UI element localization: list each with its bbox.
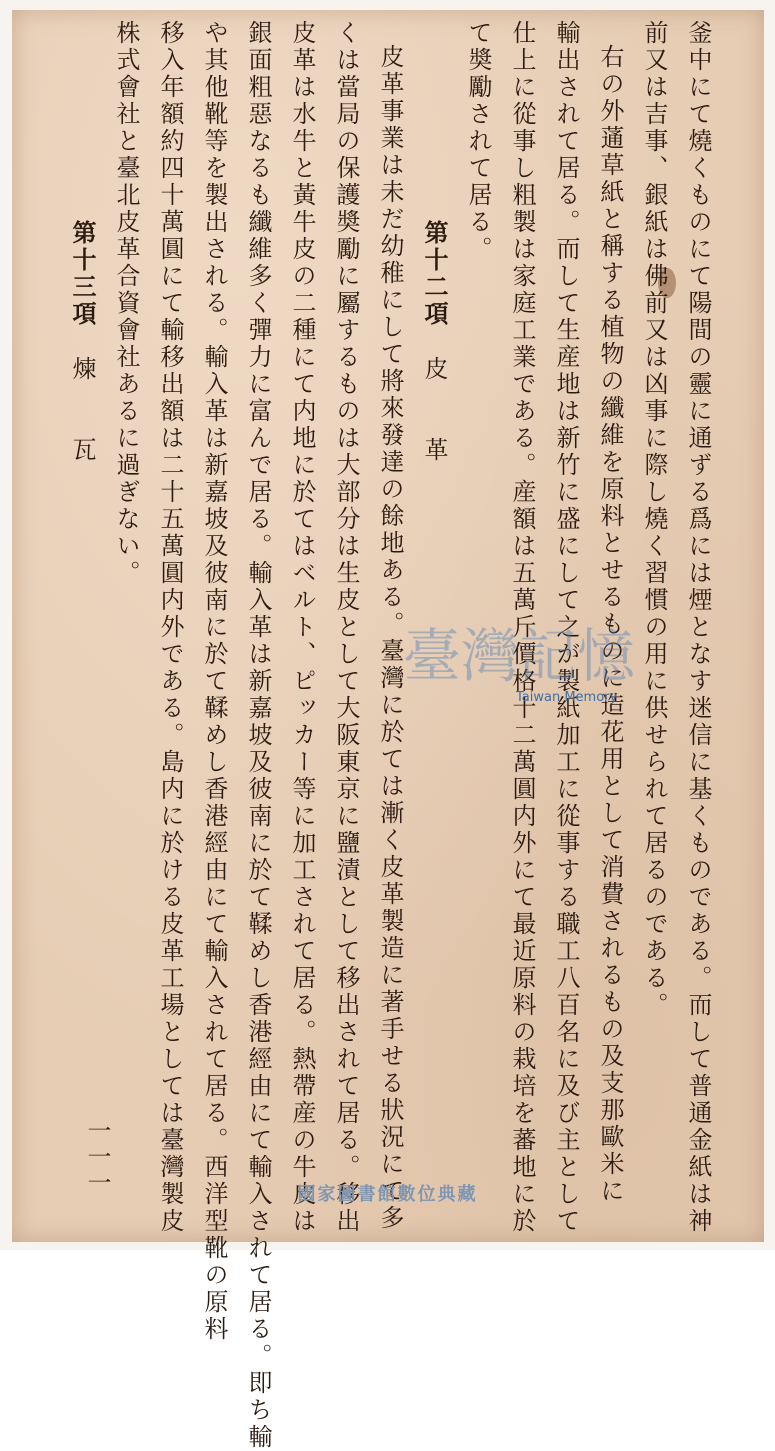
text-column: 前又は吉事、銀紙は佛前又は凶事に際し燒く習慣の用に供せられて居るのである。 bbox=[640, 20, 668, 1019]
text-column: や其他靴等を製出される。輸入革は新嘉坡及彼南に於て鞣めし香港經由にて輸入されて居る。西洋型靴の原料 bbox=[200, 20, 228, 1343]
text-column: 皮革事業は未だ幼稚にして將來發達の餘地ある。臺灣に於ては漸く皮革製造に著手せる狀況にて多 bbox=[376, 44, 404, 1232]
page-number: 一一一 bbox=[83, 1118, 111, 1196]
heading-title: 煉 瓦 bbox=[68, 356, 96, 464]
watermark-mark: 臺灣記憶 bbox=[403, 622, 636, 690]
library-mark: 國家圖書館數位典藏 bbox=[297, 1184, 478, 1205]
text-column: 仕上に從事し粗製は家庭工業である。産額は五萬斤價格十二萬圓内外にて最近原料の栽培を蕃地に於 bbox=[508, 20, 536, 1235]
text-column: 右の外蓪草紙と稱する植物の纖維を原料とせるものに造花用として消費されるもの及支那歐米に bbox=[596, 44, 624, 1205]
text-column: 株式會社と臺北皮革合資會社あるに過ぎない。 bbox=[112, 20, 140, 587]
section-heading-brick bbox=[60, 20, 104, 1120]
section-heading-leather bbox=[412, 20, 456, 1120]
watermark-english: Taiwan Memory bbox=[516, 690, 618, 705]
text-column: 輸出されて居る。而して生産地は新竹に盛にして之が製紙加工に從事する職工八百名に及び主として bbox=[552, 20, 580, 1235]
heading-title: 皮 革 bbox=[420, 356, 448, 464]
text-column: て奬勵されて居る。 bbox=[464, 20, 492, 263]
text-column: 移入年額約四十萬圓にて輸移出額は二十五萬圓内外である。島内に於ける皮革工場としては臺灣製皮 bbox=[156, 20, 184, 1235]
heading-number: 第十三項 bbox=[68, 220, 97, 328]
text-column: 釜中にて燒くものにて陽間の靈に通ずる爲には煙となす迷信に基くものである。而して普通金紙は神 bbox=[684, 20, 712, 1235]
text-column: 銀面粗惡なるも纖維多く彈力に富んで居る。輸入革は新嘉坡及彼南に於て鞣めし香港經由にて輸入されて居る。即ち輸 bbox=[244, 20, 272, 1451]
text-column: 皮革は水牛と黃牛皮の二種にて内地に於てはベルト、ピッカー等に加工されて居る。熱帶産の牛皮は bbox=[288, 20, 316, 1235]
text-column: くは當局の保護奬勵に屬するものは大部分は生皮として大阪東京に鹽漬として移出されて居る。移出 bbox=[332, 20, 360, 1235]
heading-number: 第十二項 bbox=[420, 220, 449, 328]
